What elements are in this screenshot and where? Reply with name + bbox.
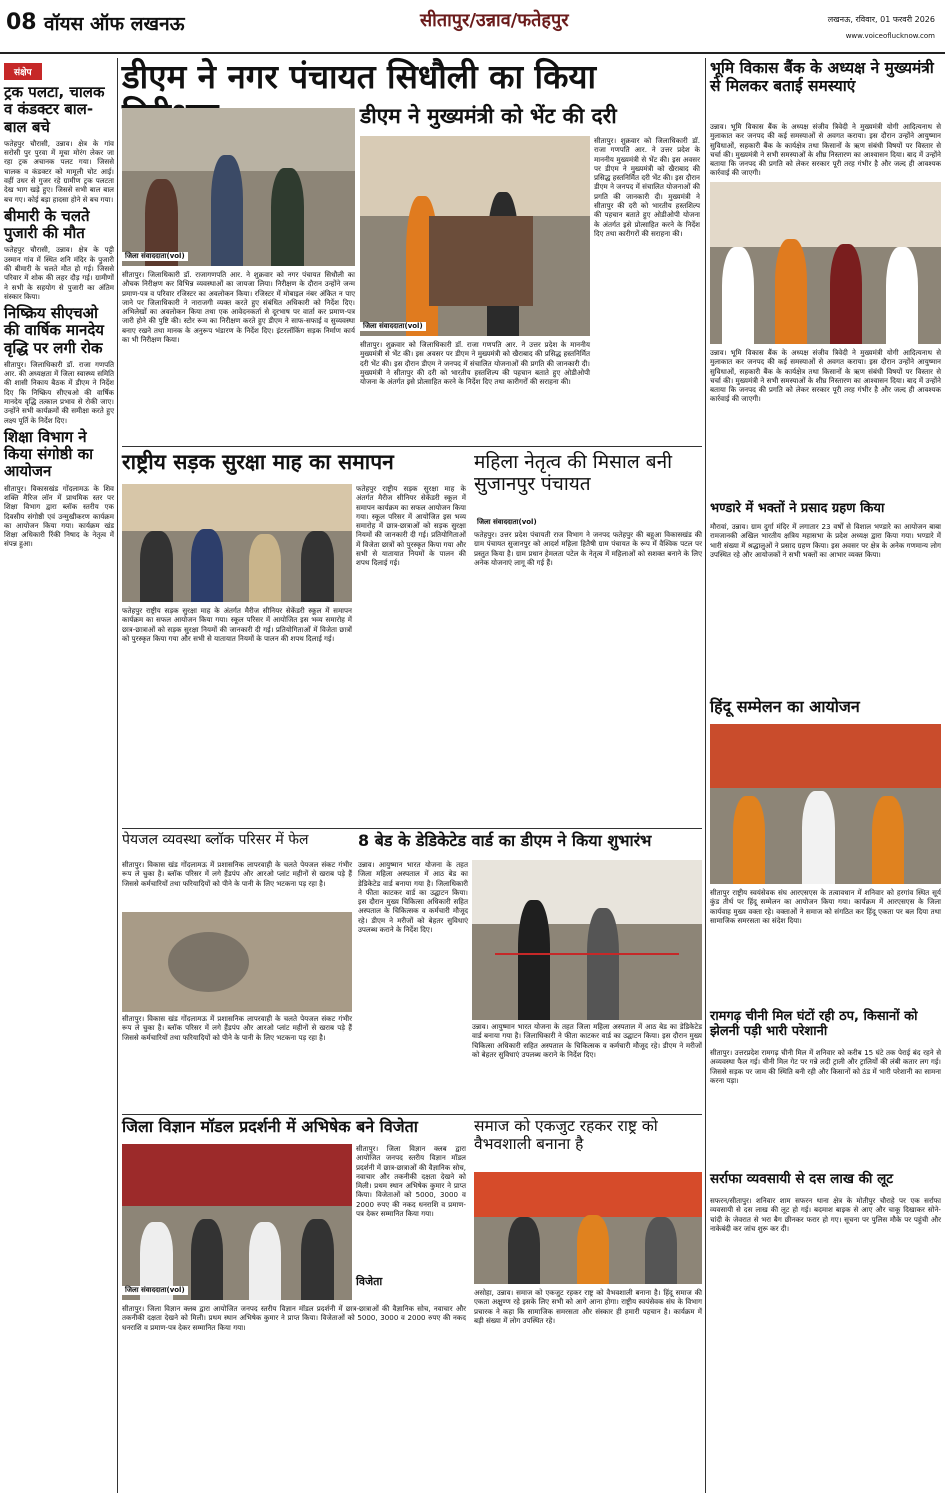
photo-caption: जिला संवाददाता(vol) [474,518,540,527]
sugar-headline-box [710,1010,941,1046]
bank-body-continued: उन्नाव। भूमि विकास बैंक के अध्यक्ष संजीव त्रिवेदी ने मुख्यमंत्री योगी आदित्यनाथ से मुलाकात कर जनपद की कई समस्याओं से अवगत कराया। इस दौरान उन्होंने आयुष्मान सुविधाओं, सहकारी बैंक के कार्यक्षेत्र तथा किसानों के ऋण संबंधी विषयों पर विस्तार से चर्चा की। मुख्यमंत्री ने सभी समस्याओं के शीघ्र निस्तारण का आश्वासन दिया। बाद में उन्होंने बताया कि जनपद की प्रगति को लेकर सरकार पूरी तरह गंभीर है और जल्द ही आवश्यक कार्रवाई की जाएगी। [710,348,941,404]
brief-headline: निष्क्रिय सीएचओ की वार्षिक मानदेय वृद्धि पर लगी रोक [4,304,104,357]
water-headline: पेयजल व्यवस्था ब्लॉक परिसर में फेल [122,832,309,848]
brief-headline: ट्रक पलटा, चालक व कंडक्टर बाल-बाल बचे [4,83,105,136]
cm-body-col [594,136,700,436]
page-header [0,0,945,54]
road-safety-body: फतेहपुर राष्ट्रीय सड़क सुरक्षा माह के अंतर्गत मैरीज सीनियर सेकेंडरी स्कूल में समापन कार्यक्रम का सफल आयोजन किया गया। स्कूल परिसर में आयोजित इस भव्य समारोह में छात्र-छात्राओं को सड़क सुरक्षा नियमों की जानकारी दी गई। प्रतियोगिताओं में विजेता छात्रों को पुरस्कृत किया गया और सभी से यातायात नियमों के पालन की शपथ दिलाई गई। [356,484,466,568]
photo-caption: जिला संवाददाता(vol) [122,252,188,261]
lead-body-col [122,270,355,442]
bank-headline-box [710,60,941,120]
nation-photo [474,1172,702,1284]
briefs-tag: संक्षेप [4,63,42,80]
road-body-col2 [122,606,352,824]
photo-caption: जिला संवाददाता(vol) [122,1286,188,1295]
sugar-headline: रामगढ़ चीनी मिल घंटों रही ठप, किसानों को झेलनी पड़ी भारी परेशानी [710,1009,918,1039]
hindu-headline-box [710,698,941,720]
cm-body-continued: सीतापुर। शुक्रवार को जिलाधिकारी डॉ. राजा गणपति आर. ने उत्तर प्रदेश के माननीय मुख्यमंत्री से भेंट की। इस अवसर पर डीएम ने मुख्यमंत्री को खैराबाद की प्रसिद्ध हस्तनिर्मित दरी भेंट की। इस दौरान डीएम ने जनपद में संचालित योजनाओं की प्रगति की जानकारी दी। मुख्यमंत्री ने सीतापुर की दरी को भारतीय हस्तशिल्प की पहचान बताते हुए ओडीओपी योजना के अंतर्गत इसे प्रोत्साहित करने के निर्देश दिए तथा कारीगरों की सराहना की। [360,340,590,387]
region-title: सीतापुर/उन्नाव/फतेहपुर [420,10,569,31]
mahila-headline-box [474,452,702,514]
robbery-body-col [710,1196,941,1486]
mahila-headline: महिला नेतृत्व की मिसाल बनी सुजानपुर पंचायत [474,451,673,495]
water-body-continued: सीतापुर। विकास खंड गोंदलामऊ में प्रशासनिक लापरवाही के चलते पेयजल संकट गंभीर रूप ले चुका है। ब्लॉक परिसर में लगे हैंडपंप और आरओ प्लांट महीनों से खराब पड़े हैं जिससे कर्मचारियों तथा फरियादियों को पीने के पानी के लिए भटकना पड़ रहा है। [122,1014,352,1042]
section-rule [122,1114,702,1115]
column-rule [117,58,118,1493]
science-body-col [356,1144,466,1274]
hindu-headline: हिंदू सम्मेलन का आयोजन [710,697,860,716]
website: www.voiceoflucknow.com [845,32,935,40]
ward-body: उन्नाव। आयुष्मान भारत योजना के तहत जिला महिला अस्पताल में आठ बेड का डेडिकेटेड वार्ड बनाया गया है। जिलाधिकारी ने फीता काटकर वार्ड का उद्घाटन किया। इस दौरान मुख्य चिकित्सा अधिकारी सहित अस्पताल के चिकित्सक व कर्मचारी मौजूद रहे। डीएम ने मरीजों को बेहतर सुविधाएं उपलब्ध कराने के निर्देश दिए। [358,860,468,935]
lead-photo [122,108,355,266]
ward-body-col [358,860,468,1110]
section-rule [122,828,702,829]
page-number: 08 [6,10,37,35]
road-safety-photo [122,484,352,602]
bhandara-body-col [710,522,941,692]
bank-headline: भूमि विकास बैंक के अध्यक्ष ने मुख्यमंत्री से मिलकर बताई समस्याएं [710,59,934,95]
ward-photo [472,860,702,1020]
road-safety-body-continued: फतेहपुर राष्ट्रीय सड़क सुरक्षा माह के अंतर्गत मैरीज सीनियर सेकेंडरी स्कूल में समापन कार्यक्रम का सफल आयोजन किया गया। स्कूल परिसर में आयोजित इस भव्य समारोह में छात्र-छात्राओं को सड़क सुरक्षा नियमों की जानकारी दी गई। प्रतियोगिताओं में विजेता छात्रों को पुरस्कृत किया गया और सभी से यातायात नियमों के पालन की शपथ दिलाई गई। [122,606,352,643]
water-body-col [122,860,352,912]
ward-headline: 8 बेड के डेडिकेटेड वार्ड का डीएम ने किया शुभारंभ [358,831,652,850]
hindu-body-col [710,888,941,1008]
brief-headline: बीमारी के चलते पुजारी की मौत [4,206,90,243]
cm-headline-box [360,104,700,132]
sidebar-briefs [4,60,114,1492]
hindu-photo [710,724,941,884]
sugar-body-col [710,1048,941,1168]
science-body-continued: सीतापुर। जिला विज्ञान क्लब द्वारा आयोजित जनपद स्तरीय विज्ञान मॉडल प्रदर्शनी में छात्र-छात्राओं की वैज्ञानिक सोच, नवाचार और तकनीकी दक्षता देखने को मिली। प्रथम स्थान अभिषेक कुमार ने प्राप्त किया। विजेताओं को 5000, 3000 व 2000 रुपए की नकद धनराशि व प्रमाण-पत्र देकर सम्मानित किया गया। [122,1304,466,1332]
brief-headline: शिक्षा विभाग ने किया संगोष्ठी का आयोजन [4,427,94,481]
road-body-col [356,484,466,824]
ward-headline-box [358,832,702,858]
science-subhead: विजेता [356,1275,383,1288]
ribbon-image [495,953,679,955]
rug-image [429,216,533,306]
brief-body: फतेहपुर चौरासी, उन्नाव। क्षेत्र के गांव सरोसी पुर पुरवा में मूचा मोरंग लेकर जा रहा ट्रक अचानक पलट गया। जिससे चालक व कंडक्टर को मामूली चोट आई। वहीं उधर से गुजर रहे ग्रामीण ट्रक पलटता देख भाग खड़े हुए। जिससे सभी बाल बाल बच गए। कोई बड़ा हादसा होने से बच गया। [4,138,114,204]
bhandara-headline: भण्डारे में भक्तों ने प्रसाद ग्रहण किया [710,501,885,516]
robbery-body: सफरन/सीतापुर। शनिवार शाम सफरन थाना क्षेत्र के मोतीपुर चौराहे पर एक सर्राफा व्यवसायी से दस लाख की लूट हो गई। बदमाश बाइक से आए और चाकू दिखाकर सोने-चांदी के जेवरात से भरा बैग छीनकर फरार हो गए। सूचना पर पुलिस मौके पर पहुंची और नाकेबंदी कर जांच शुरू कर दी। [710,1196,941,1233]
water-body-col2 [122,1014,352,1112]
lead-headline: डीएम ने नगर पंचायत सिधौली का किया [122,57,597,96]
bank-photo [710,182,941,344]
hindu-body: सीतापुर राष्ट्रीय स्वयंसेवक संघ आरएसएस के तत्वावधान में शनिवार को हरगांव स्थित सूर्य कुंड तीर्थ पर हिंदू सम्मेलन का आयोजन किया गया। कार्यक्रम में आरएसएस के जिला कार्यवाह मुख्य वक्ता रहे। वक्ताओं ने समाज को संगठित कर हिंदू एकता पर बल दिया तथा सामाजिक समरसता का संदेश दिया। [710,888,941,925]
ward-body-continued: उन्नाव। आयुष्मान भारत योजना के तहत जिला महिला अस्पताल में आठ बेड का डेडिकेटेड वार्ड बनाया गया है। जिलाधिकारी ने फीता काटकर वार्ड का उद्घाटन किया। इस दौरान मुख्य चिकित्सा अधिकारी सहित अस्पताल के चिकित्सक व कर्मचारी मौजूद रहे। डीएम ने मरीजों को बेहतर सुविधाएं उपलब्ध कराने के निर्देश दिए। [472,1022,702,1059]
cm-body-col2 [360,340,590,440]
robbery-headline-box [710,1172,941,1194]
mahila-body: फतेहपुर। उत्तर प्रदेश पंचायती राज विभाग ने जनपद फतेहपुर की बहुआ विकासखंड की ग्राम पंचायत सुजानपुर को आदर्श महिला हितैषी ग्राम पंचायत के रूप में वैश्विक पटल पर प्रस्तुत किया है। ग्राम प्रधान हेमलता पटेल के नेतृत्व में महिलाओं को सशक्त बनाने के लिए अनेक योजनाएं लागू की गई हैं। [474,530,702,567]
bhandara-headline-box [710,502,941,522]
science-headline: जिला विज्ञान मॉडल प्रदर्शनी में अभिषेक बने विजेता [122,1117,418,1136]
photo-caption: जिला संवाददाता(vol) [360,322,426,331]
bhandara-body: मौरावां, उन्नाव। ग्राम दुर्गा मंदिर में लगातार 23 वर्षों से विशाल भण्डारे का आयोजन बाबा रामजानकी अखिल भारतीय क्षत्रिय महासभा के प्रदेश अध्यक्ष द्वारा किया गया। भण्डारे में भारी संख्या में श्रद्धालुओं ने प्रसाद ग्रहण किया। इस अवसर पर क्षेत्र के अनेक गणमान्य लोग उपस्थित रहे और आयोजकों ने सभी भक्तों का आभार व्यक्त किया। [710,522,941,559]
water-photo [122,912,352,1012]
cm-headline: डीएम ने मुख्यमंत्री को भेंट की दरी [360,104,617,128]
bank-body: उन्नाव। भूमि विकास बैंक के अध्यक्ष संजीव त्रिवेदी ने मुख्यमंत्री योगी आदित्यनाथ से मुलाकात कर जनपद की कई समस्याओं से अवगत कराया। इस दौरान उन्होंने आयुष्मान सुविधाओं, सहकारी बैंक के कार्यक्षेत्र तथा किसानों के ऋण संबंधी विषयों पर विस्तार से चर्चा की। मुख्यमंत्री ने सभी समस्याओं के शीघ्र निस्तारण का आश्वासन दिया। बाद में उन्होंने बताया कि जनपद की प्रगति को लेकर सरकार पूरी तरह गंभीर है और जल्द ही आवश्यक कार्रवाई की जाएगी। [710,122,941,178]
science-photo [122,1144,352,1300]
ward-body-col2 [472,1022,702,1110]
cm-photo [360,136,590,336]
brief-body: फतेहपुर चौरासी, उन्नाव। क्षेत्र के पट्टी उस्मान गांव में स्थित शनि मंदिर के पुजारी की बीमारी के चलते मौत हो गई। जिससे परिवार में शोक की लहर दौड़ गई। ग्रामीणों ने सभी के सहयोग से पुजारी का अंतिम संस्कार किया। [4,245,114,301]
bank-body-col2 [710,348,941,498]
dateline: लखनऊ, रविवार, 01 फरवरी 2026 [827,15,935,24]
robbery-headline: सर्राफा व्यवसायी से दस लाख की लूट [710,1171,894,1187]
nation-headline: समाज को एकजुट रहकर राष्ट्र को वैभवशाली बनाना है [474,1117,658,1153]
sugar-body: सीतापुर। उत्तरप्रदेश रामगढ़ चीनी मिल में शनिवार को करीब 15 घंटे तक पेराई बंद रहने से अव्यवस्था फैल गई। चीनी मिल गेट पर गन्ने लदी ट्राली और ट्रालियों की लंबी कतार लग गई। जिससे सड़क पर जाम की स्थिति बनी रही और किसानों को ठंड में भारी परेशानी का सामना करना पड़ा। [710,1048,941,1085]
mahila-body-col [474,530,702,826]
lead-headline-box [122,58,700,102]
road-safety-headline: राष्ट्रीय सड़क सुरक्षा माह का समापन [122,450,394,474]
science-body: सीतापुर। जिला विज्ञान क्लब द्वारा आयोजित जनपद स्तरीय विज्ञान मॉडल प्रदर्शनी में छात्र-छात्राओं की वैज्ञानिक सोच, नवाचार और तकनीकी दक्षता देखने को मिली। प्रथम स्थान अभिषेक कुमार ने प्राप्त किया। विजेताओं को 5000, 3000 व 2000 रुपए की नकद धनराशि व प्रमाण-पत्र देकर सम्मानित किया गया। [356,1144,466,1219]
brief-body: सीतापुर। जिलाधिकारी डॉ. राजा गणपति आर. की अध्यक्षता में जिला स्वास्थ्य समिति की शासी निकाय बैठक में डीएम ने निर्देश दिए कि निष्क्रिय सीएचओ की वार्षिक मानदेय वृद्धि तत्काल प्रभाव से रोकी जाए। उन्होंने सभी कार्यक्रमों की समीक्षा करते हुए लक्ष्य पूर्ति के निर्देश दिए। [4,359,114,425]
science-sub-box [356,1276,466,1292]
column-rule [705,58,706,1493]
science-body-col2 [122,1304,466,1492]
science-headline-box [122,1118,467,1142]
water-body: सीतापुर। विकास खंड गोंदलामऊ में प्रशासनिक लापरवाही के चलते पेयजल संकट गंभीर रूप ले चुका है। ब्लॉक परिसर में लगे हैंडपंप और आरओ प्लांट महीनों से खराब पड़े हैं जिससे कर्मचारियों तथा फरियादियों को पीने के पानी के लिए भटकना पड़ रहा है। [122,860,352,888]
road-headline-box [122,450,462,480]
brief-body: सीतापुर। विकासखंड गोंदलामऊ के शिव शक्ति मैरिज लॉन में प्राथमिक स्तर पर शिक्षा विभाग द्वारा ब्लॉक स्तरीय एक दिवसीय संगोष्ठी एवं उन्मुखीकरण कार्यक्रम का आयोजन किया गया। कार्यक्रम खंड शिक्षा अधिकारी रिंकी निषाद के नेतृत्व में संपन्न हुआ। [4,483,114,549]
cm-body: सीतापुर। शुक्रवार को जिलाधिकारी डॉ. राजा गणपति आर. ने उत्तर प्रदेश के माननीय मुख्यमंत्री से भेंट की। इस अवसर पर डीएम ने मुख्यमंत्री को खैराबाद की प्रसिद्ध हस्तनिर्मित दरी भेंट की। इस दौरान डीएम ने जनपद में संचालित योजनाओं की प्रगति की जानकारी दी। मुख्यमंत्री ने सीतापुर की दरी को भारतीय हस्तशिल्प की पहचान बताते हुए ओडीओपी योजना के अंतर्गत इसे प्रोत्साहित करने के निर्देश दिए तथा कारीगरों की सराहना की। [594,136,700,238]
nation-body-col [474,1288,702,1492]
section-rule [122,446,702,447]
nation-headline-box [474,1118,702,1168]
lead-body: सीतापुर। जिलाधिकारी डॉ. राजागणपति आर. ने शुक्रवार को नगर पंचायत सिधौली का औचक निरीक्षण कर विभिन्न व्यवस्थाओं का जायजा लिया। निरीक्षण के दौरान उन्होंने जन्म प्रमाण-पत्र व परिवार रजिस्टर का अवलोकन किया। रजिस्टर में मोबाइल नंबर अंकित न पाए जाने पर जिलाधिकारी ने नाराजगी व्यक्त करते हुए संबंधित अधिकारी को निर्देश दिए। अभिलेखों का अवलोकन किया तथा एक आवेदनकर्ता से दूरभाष पर वार्ता कर प्रमाण-पत्र जारी होने की पुष्टि की। स्टोर रूम का निरीक्षण करते हुए डीएम ने साफ-सफाई व सुव्यवस्था बनाए रखने तथा मानक के अनुरूप भंडारण के निर्देश दिए। इंटरलॉकिंग सड़क निर्माण कार्य का भी निरीक्षण किया। [122,270,355,345]
masthead: वॉयस ऑफ लखनऊ [44,13,185,35]
nation-body: असोहा, उन्नाव। समाज को एकजुट रहकर राष्ट्र को वैभवशाली बनाना है। हिंदू समाज की एकता अक्षुण्ण रहे इसके लिए सभी को आगे आना होगा। राष्ट्रीय स्वयंसेवक संघ के विभाग प्रचारक ने कहा कि सामाजिक समरसता और संस्कार ही हमारी पहचान है। कार्यक्रम में बड़ी संख्या में लोग उपस्थित रहे। [474,1288,702,1325]
water-headline-box [122,832,352,858]
bank-body-col [710,122,941,180]
